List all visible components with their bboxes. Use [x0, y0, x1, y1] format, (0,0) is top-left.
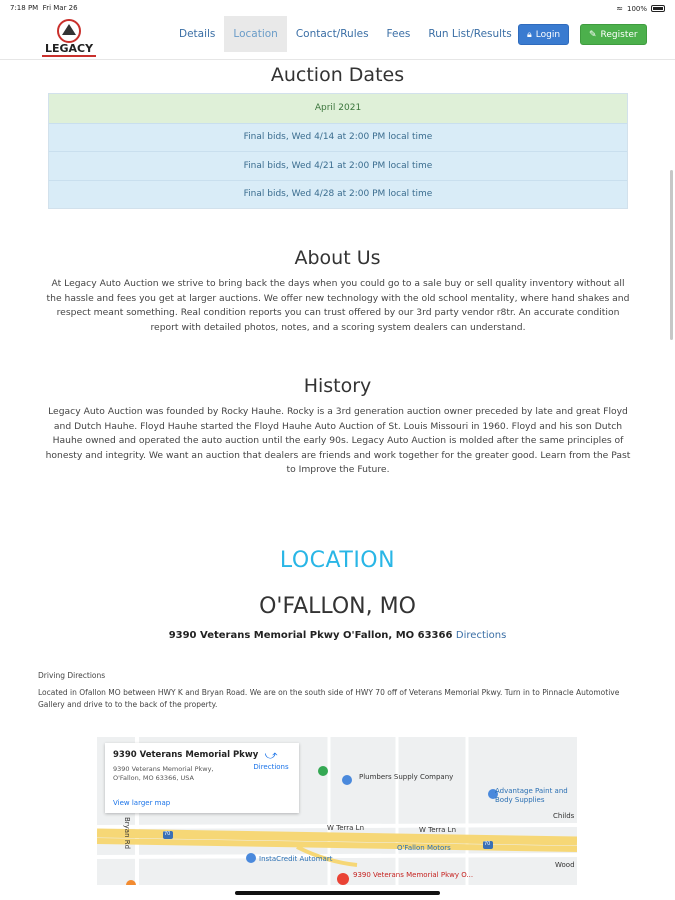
- nav-location[interactable]: Location: [224, 16, 286, 52]
- location-heading: LOCATION: [279, 548, 396, 573]
- scrollbar[interactable]: [670, 170, 673, 340]
- map-label-plumbers: Plumbers Supply Company: [359, 773, 454, 781]
- pencil-icon: ✎: [589, 29, 597, 40]
- map-directions-button[interactable]: [251, 748, 291, 771]
- directions-icon: ⤻: [264, 748, 278, 762]
- wifi-icon: ≈: [616, 4, 623, 13]
- nav-run-list-results[interactable]: Run List/Results: [428, 28, 512, 40]
- map-label-wood: Wood: [555, 861, 575, 869]
- auction-dates-title: Auction Dates: [270, 64, 405, 86]
- home-indicator[interactable]: [235, 891, 440, 895]
- date-row: Final bids, Wed 4/14 at 2:00 PM local time: [49, 123, 627, 152]
- map-label-childs: Childs: [553, 812, 575, 820]
- site-header: [0, 16, 675, 60]
- map-label-hwy-70-a: 70: [164, 831, 171, 837]
- address-text: 9390 Veterans Memorial Pkwy O'Fallon, MO 63366: [168, 630, 453, 641]
- legacy-logo[interactable]: [36, 18, 102, 60]
- login-label: Login: [535, 29, 561, 40]
- login-button[interactable]: [518, 24, 569, 45]
- map-directions-label: Directions: [253, 763, 289, 771]
- map-label-advantage: Advantage Paint and Body Supplies: [495, 787, 568, 804]
- map-label-bryan-rd: Bryan Rd: [123, 816, 132, 850]
- nav-details[interactable]: Details: [179, 28, 216, 40]
- driving-directions-label: Driving Directions: [38, 671, 106, 680]
- history-text: Legacy Auto Auction was founded by Rocky Hauhe. Rocky is a 3rd generation auction owner preceded by late and great Floyd and Dutch Hauhe. Floyd Hauhe started the Floyd Hauhe Auto Auction of St. Louis Missouri in 1960. Floyd and his son Dutch Hauhe owned and operated the auto auction until the early 90s. Legacy Auto Auction is molded after the same principles of honesty and integrity. We want an auction that dealers are friends and work together for the greater good. Learn from the Past to Improve the Future.: [45, 406, 631, 475]
- status-bar: [0, 0, 675, 16]
- register-button[interactable]: [580, 24, 647, 45]
- address-line: [0, 630, 675, 641]
- battery-icon: [651, 5, 665, 12]
- map-info-card: [105, 743, 299, 813]
- lock-icon: 🔒︎: [527, 29, 532, 40]
- status-time: 7:18 PM Fri Mar 26: [10, 4, 78, 12]
- view-larger-map-link[interactable]: View larger map: [113, 799, 171, 807]
- map-label-hwy-70-b: 70: [484, 841, 491, 847]
- status-right: [616, 4, 665, 13]
- main-nav: [170, 16, 521, 52]
- auction-dates-list: [48, 93, 628, 209]
- city-title: O'FALLON, MO: [259, 594, 416, 619]
- map-label-ofallon-motors: O'Fallon Motors: [397, 844, 451, 852]
- about-title: About Us: [294, 247, 381, 269]
- date-row: Final bids, Wed 4/28 at 2:00 PM local time: [49, 180, 627, 209]
- svg-text:LEGACY: LEGACY: [44, 42, 94, 55]
- map-card-address-1: 9390 Veterans Memorial Pkwy,: [113, 765, 214, 773]
- history-title: History: [303, 375, 372, 397]
- battery-percent: 100%: [626, 4, 647, 13]
- map-label-terra-1: W Terra Ln: [327, 824, 365, 832]
- map-label-terra-2: W Terra Ln: [419, 826, 457, 834]
- about-text: At Legacy Auto Auction we strive to bring back the days when you could go to a sale buy or sell quality inventory without all the hassle and fees you get at larger auctions. We offer new technology with the old school mentality, where hand shakes and respect meant something. Real condition reports you can trust offered by our 3rd party vendor r8tr. An accurate condition report with detailed photos, notes, and a scoring system dealers can understand.: [46, 278, 630, 333]
- month-row: April 2021: [49, 94, 627, 123]
- map-card-title: 9390 Veterans Memorial Pkwy: [113, 750, 259, 760]
- driving-directions-text: Located in Ofallon MO between HWY K and Bryan Road. We are on the south side of HWY 70 off of Veterans Memorial Pkwy. Turn in to Pinnacle Automotive Gallery and drive to to the back of the property.: [38, 688, 620, 709]
- map-label-pin: 9390 Veterans Memorial Pkwy O...: [353, 871, 474, 879]
- embedded-map[interactable]: [97, 737, 577, 885]
- map-card-address-2: O'Fallon, MO 63366, USA: [113, 774, 194, 782]
- map-label-instacredit: InstaCredit Automart: [259, 855, 333, 863]
- nav-fees[interactable]: Fees: [386, 28, 411, 40]
- directions-link[interactable]: Directions: [455, 630, 507, 641]
- date-row: Final bids, Wed 4/21 at 2:00 PM local time: [49, 151, 627, 180]
- nav-contact-rules[interactable]: Contact/Rules: [295, 28, 369, 40]
- register-label: Register: [600, 29, 638, 40]
